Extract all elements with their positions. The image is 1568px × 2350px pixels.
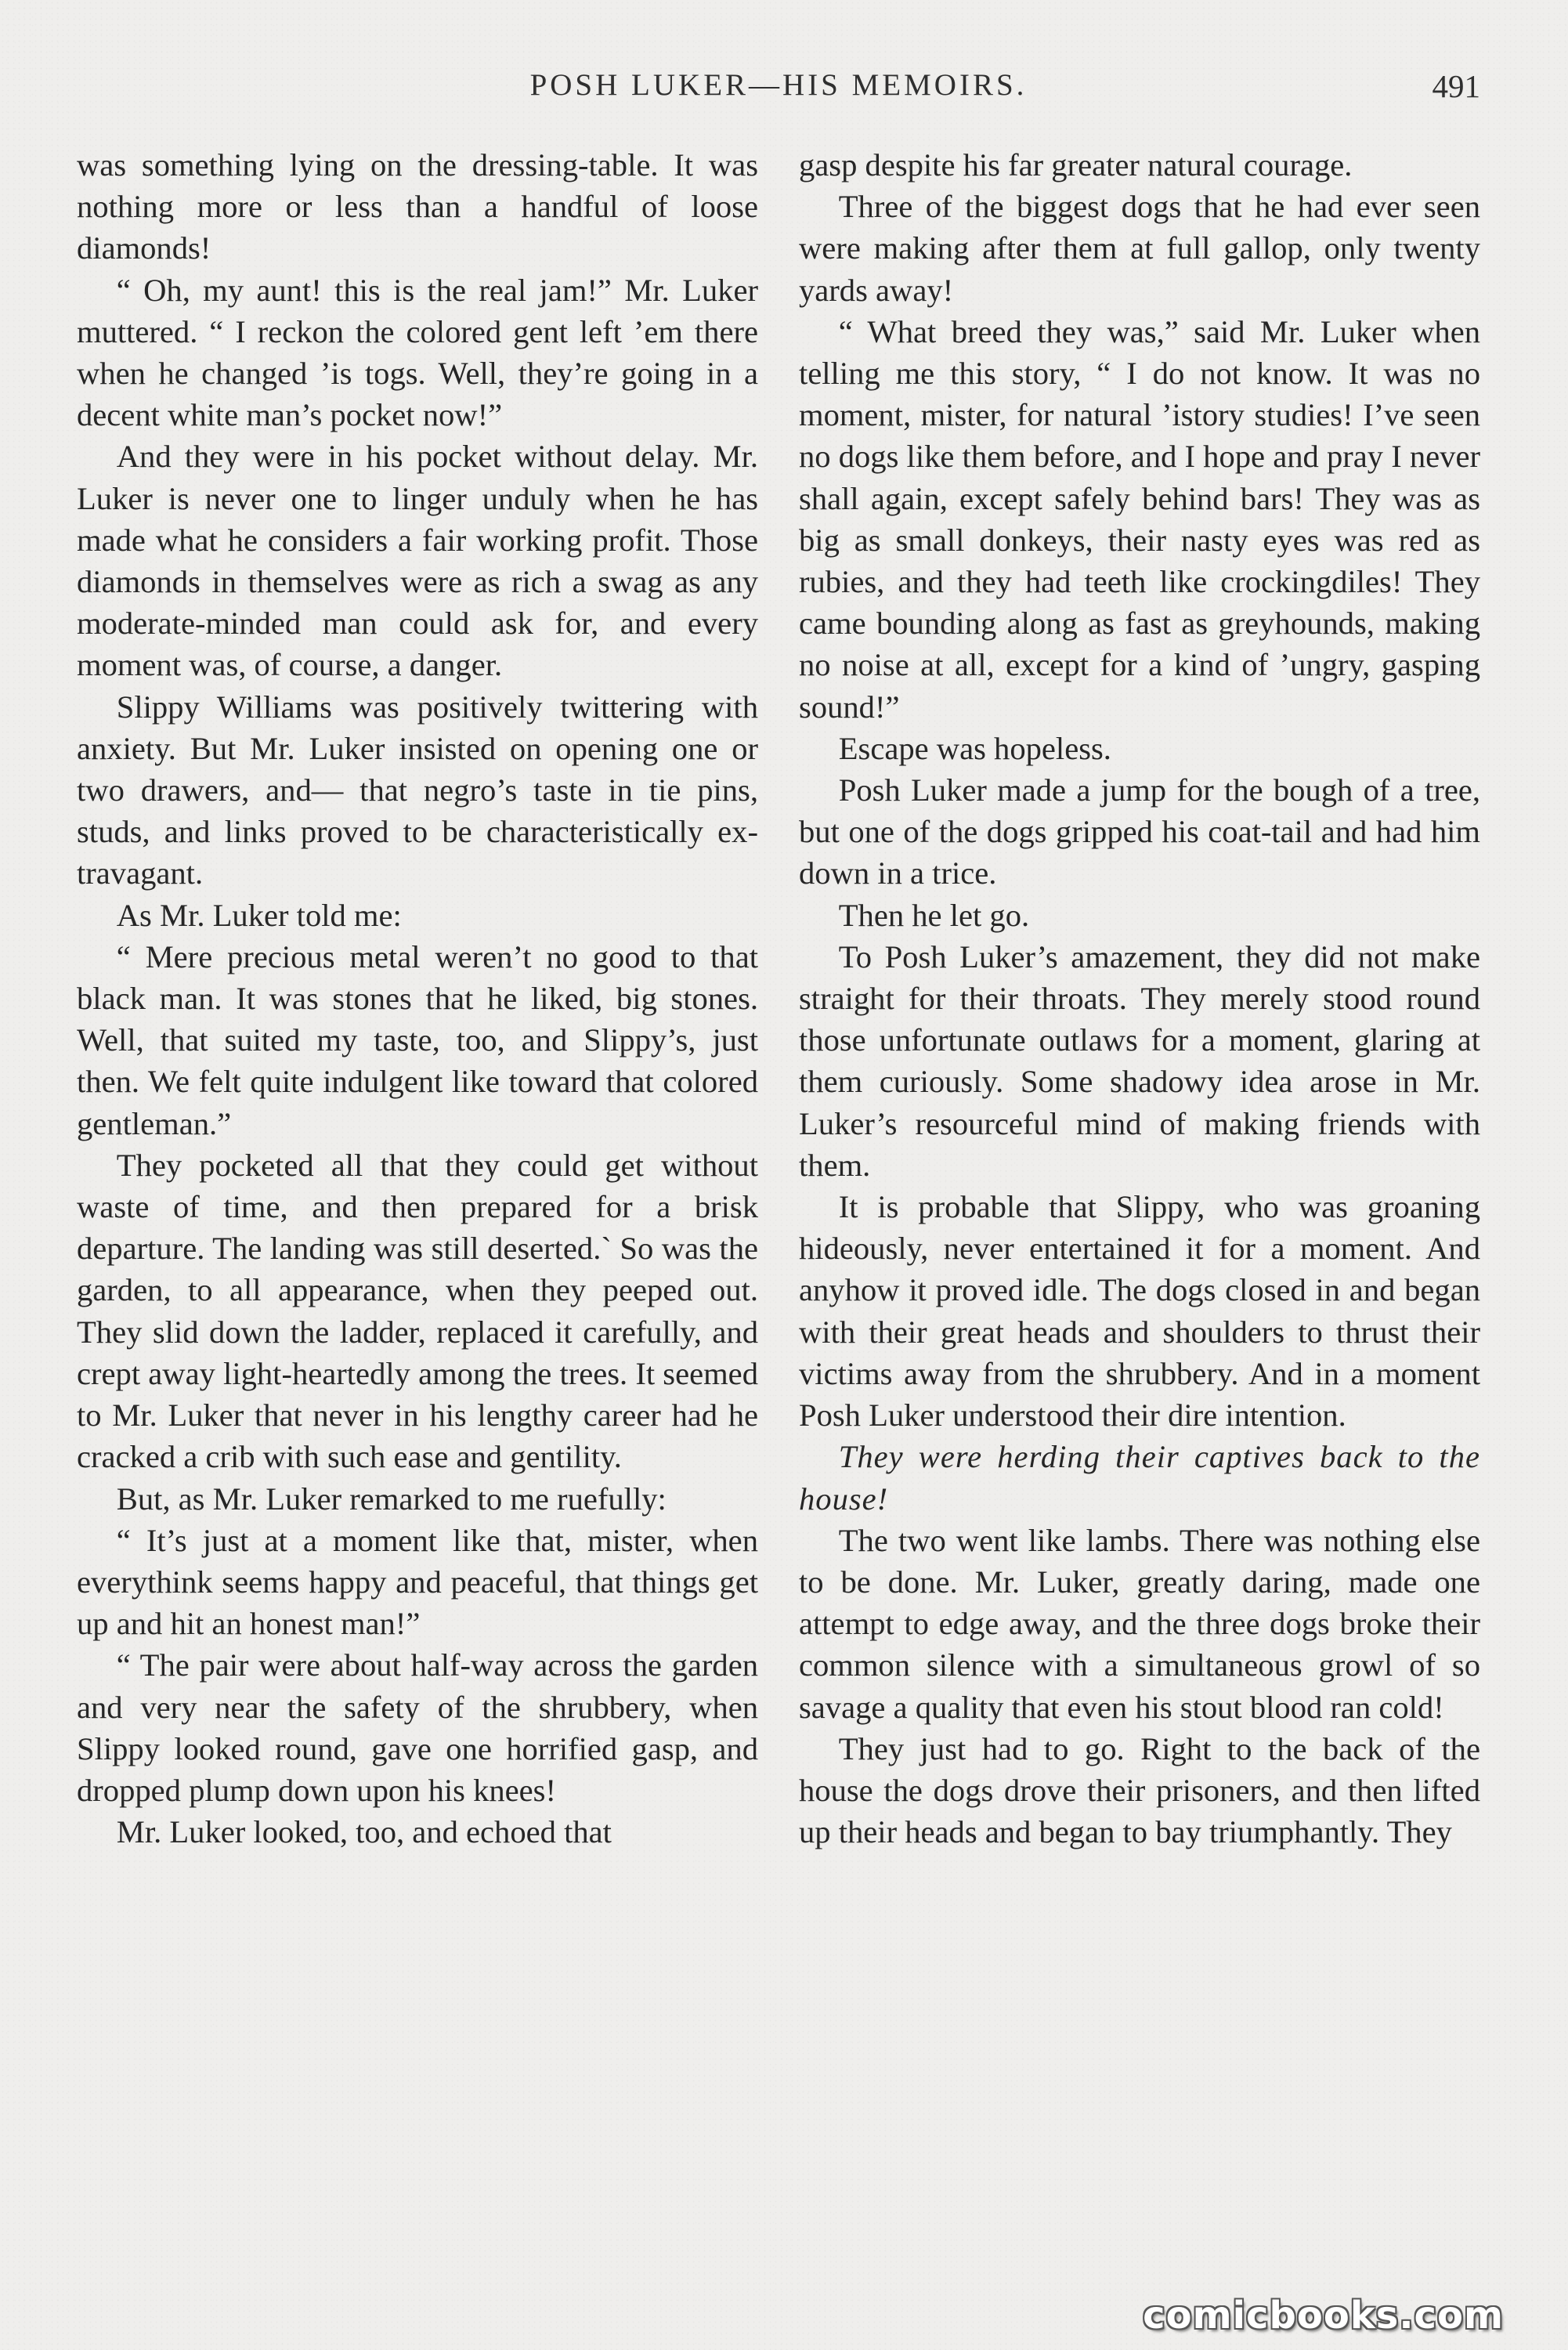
right-column (799, 144, 1480, 1853)
paragraph: “ It’s just at a moment like that, mister, when everythink seems happy and peaceful, that things get up and hit an honest man!” (77, 1522, 758, 1642)
italic-paragraph: They were herding their captives back to the house! (799, 1439, 1480, 1517)
left-column (77, 144, 758, 1853)
paragraph: Mr. Luker looked, too, and echoed that (116, 1814, 612, 1850)
paragraph: gasp despite his far greater natural courage. (799, 147, 1353, 183)
paragraph: And they were in his pocket without delay. Mr. Luker is never one to linger unduly when he has made what he considers a fair working profit. Those diamonds in themselves were as rich a swag as any moderate-minded man could ask for, and every moment was, of course, a danger. (77, 439, 758, 683)
paragraph: The two went like lambs. There was nothing else to be done. Mr. Luker, greatly daring, made one attempt to edge away, and the three dogs broke their common silence with a simultaneous growl of so savage a quality that even his stout blood ran cold! (799, 1522, 1480, 1725)
page-number: 491 (1432, 68, 1480, 104)
paragraph: “ What breed they was,” said Mr. Luker when telling me this story, “ I do not know. It was no moment, mister, for natural ’istory studies! I’ve seen no dogs like them before, and I hope and pray I never shall again, except safely behind bars! They was as big as small donkeys, their nasty eyes was red as rubies, and they had teeth like crockingdiles! They came bounding along as fast as greyhounds, making no noise at all, except for a kind of ’ungry, gasping sound!” (799, 313, 1480, 725)
paragraph: “ Mere precious metal weren’t no good to that black man. It was stones that he liked, big stones. Well, that suited my taste, too, and Slippy’s, just then. We felt quite indulgent like toward that colored gentleman.” (77, 938, 758, 1141)
paragraph: Escape was hopeless. (838, 730, 1111, 766)
paragraph: But, as Mr. Luker remarked to me ruefully: (116, 1480, 667, 1517)
paragraph: was something lying on the dressing-table. It was nothing more or less than a handful of loose diamonds! (77, 147, 758, 266)
paragraph: They just had to go. Right to the back of the house the dogs drove their prisoners, and then lifted up their heads and began to bay triumphantly. They (799, 1730, 1480, 1850)
paragraph: Three of the biggest dogs that he had ever seen were making after them at full gallop, only twenty yards away! (799, 189, 1480, 308)
running-title: POSH LUKER—HIS MEMOIRS. (529, 68, 1028, 102)
paragraph: Slippy Williams was positively twittering with anxiety. But Mr. Luker insisted on opening one or two drawers, and— that negro’s taste in tie pins, studs, and links proved to be characteristically extravagant. (77, 689, 758, 891)
paragraph: Then he let go. (838, 897, 1030, 933)
paragraph: “ The pair were about half-way across the garden and very near the safety of the shrubbery, when Slippy looked round, gave one horrified gasp, and dropped plump down upon his knees! (77, 1647, 758, 1808)
paragraph: “ Oh, my aunt! this is the real jam!” Mr. Luker muttered. “ I reckon the colored gent left ’em there when he changed ’is togs. Well, they’re going in a decent white man’s pocket now!” (77, 272, 758, 433)
paragraph: It is probable that Slippy, who was groaning hideously, never entertained it for a moment. And anyhow it proved idle. The dogs closed in and began with their great heads and shoulders to thrust their victims away from the shrubbery. And in a moment Posh Luker understood their dire intention. (799, 1189, 1480, 1434)
watermark: comicbooks.com (1143, 2294, 1504, 2337)
paragraph: They pocketed all that they could get without waste of time, and then prepared for a brisk departure. The landing was still deserted.` So was the garden, to all appearance, when they peeped out. They slid down the ladder, replaced it carefully, and crept away light-heartedly among the trees. It seemed to Mr. Luker that never in his lengthy career had he cracked a crib with such ease and gentility. (77, 1147, 758, 1475)
running-head (77, 67, 1480, 114)
paragraph: To Posh Luker’s amazement, they did not make straight for their throats. They merely stood round those unfortunate outlaws for a moment, glaring at them curiously. Some shadowy idea arose in Mr. Luker’s resourceful mind of making friends with them. (799, 938, 1480, 1183)
paragraph: Posh Luker made a jump for the bough of a tree, but one of the dogs gripped his coat-tail and had him down in a trice. (799, 772, 1480, 891)
paragraph: As Mr. Luker told me: (116, 897, 402, 933)
